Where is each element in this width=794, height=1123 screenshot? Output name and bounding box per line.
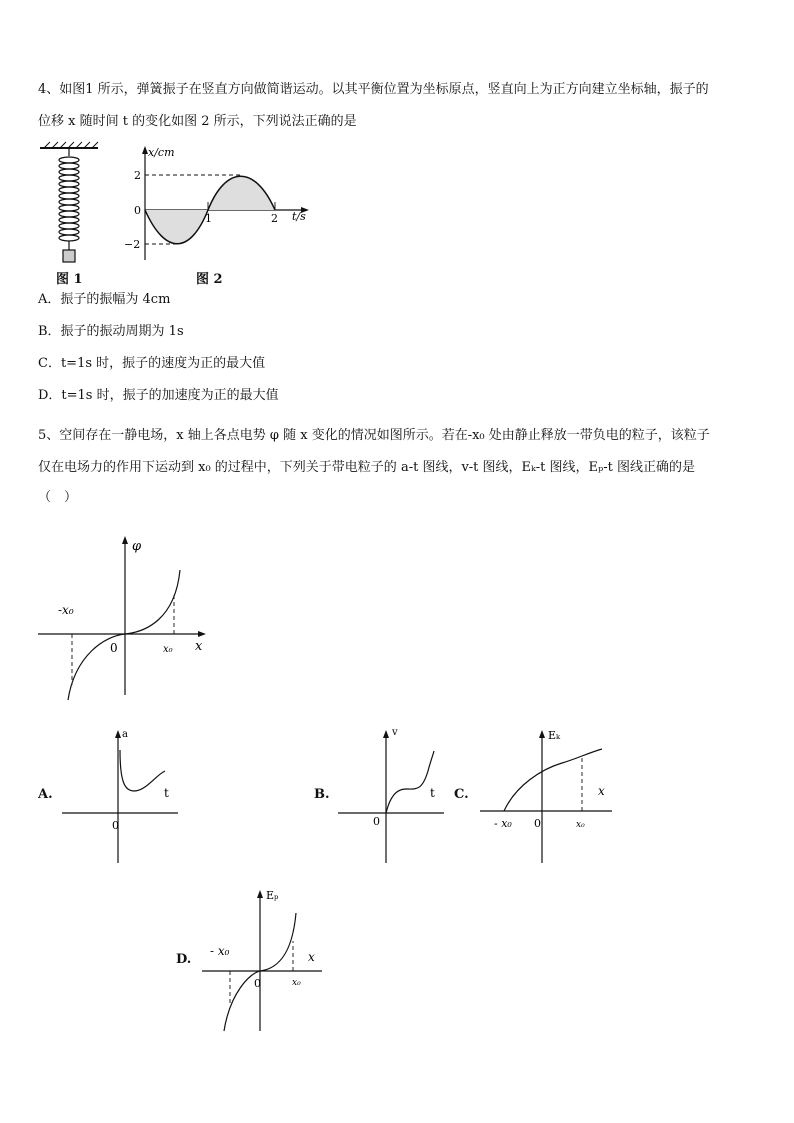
option-a-graph	[60, 725, 180, 865]
fig2-tick-0: 0	[134, 204, 141, 217]
fig2-tick-neg2: −2	[124, 238, 141, 251]
option-c-neg-x0: - x₀	[494, 817, 512, 830]
q5-option-a-letter[interactable]: A.	[38, 787, 53, 802]
option-b-origin: 0	[373, 815, 380, 828]
potential-x-graph	[30, 530, 220, 705]
origin-label: 0	[110, 641, 118, 655]
fig2-tick-x2: 2	[271, 212, 278, 225]
option-c-y-label: Eₖ	[548, 729, 561, 742]
option-d-y-label: Eₚ	[266, 889, 279, 902]
fig2-tick-1: 1	[205, 212, 212, 225]
q4-option-c[interactable]: C．t=1s 时，振子的速度为正的最大值	[38, 356, 266, 371]
option-d-pos-x0: x₀	[292, 978, 301, 988]
spring-oscillator-figure	[38, 140, 108, 285]
option-a-y-label: a	[122, 729, 128, 740]
figure1-caption: 图 1	[56, 272, 83, 287]
option-b-graph	[336, 725, 446, 865]
q4-option-a[interactable]: A．振子的振幅为 4cm	[38, 292, 171, 307]
figure2-caption: 图 2	[196, 272, 223, 287]
q4-option-b[interactable]: B．振子的振动周期为 1s	[38, 324, 184, 339]
option-c-pos-x0: x₀	[576, 820, 585, 830]
fig2-x-axis-label: t/s	[292, 210, 306, 223]
q4-text-line2: 位移 x 随时间 t 的变化如图 2 所示，下列说法正确的是	[38, 114, 357, 129]
q4-text-line1: 4、如图1 所示，弹簧振子在竖直方向做简谐运动。以其平衡位置为坐标原点，竖直向上为正方向建立坐标轴，振子的	[38, 82, 709, 97]
option-d-origin: 0	[254, 977, 261, 990]
option-d-graph	[198, 885, 328, 1035]
option-d-x-label: x	[308, 950, 315, 964]
option-a-x-label: t	[164, 786, 169, 800]
option-c-x-label: x	[598, 784, 605, 798]
q5-text-line1: 5、空间存在一静电场，x 轴上各点电势 φ 随 x 变化的情况如图所示。若在-x₀ 处由静止释放一带负电的粒子，该粒子	[38, 428, 710, 443]
option-a-origin: 0	[112, 819, 119, 832]
fig2-y-axis-label: x/cm	[148, 146, 175, 159]
phi-axis-label: φ	[132, 539, 142, 554]
neg-x0-label: -x₀	[58, 603, 74, 617]
q5-option-d-letter[interactable]: D.	[176, 952, 192, 967]
q5-text-line2: 仅在电场力的作用下运动到 x₀ 的过程中，下列关于带电粒子的 a-t 图线，v-t 图线，Eₖ-t 图线，Eₚ-t 图线正确的是	[38, 460, 695, 475]
fig2-tick-2: 2	[134, 169, 141, 182]
option-c-origin: 0	[534, 817, 541, 830]
option-b-x-label: t	[430, 786, 435, 800]
q5-option-b-letter[interactable]: B.	[314, 787, 330, 802]
displacement-time-graph	[120, 140, 320, 270]
q5-text-line3: （ ）	[38, 490, 78, 505]
option-b-y-label: v	[392, 727, 398, 738]
option-d-neg-x0: - x₀	[210, 944, 230, 958]
q5-option-c-letter[interactable]: C.	[454, 787, 469, 802]
pos-x0-label: x₀	[163, 644, 173, 655]
x-axis-label: x	[195, 639, 203, 654]
q4-option-d[interactable]: D．t=1s 时，振子的加速度为正的最大值	[38, 388, 279, 403]
option-c-graph	[476, 725, 616, 865]
